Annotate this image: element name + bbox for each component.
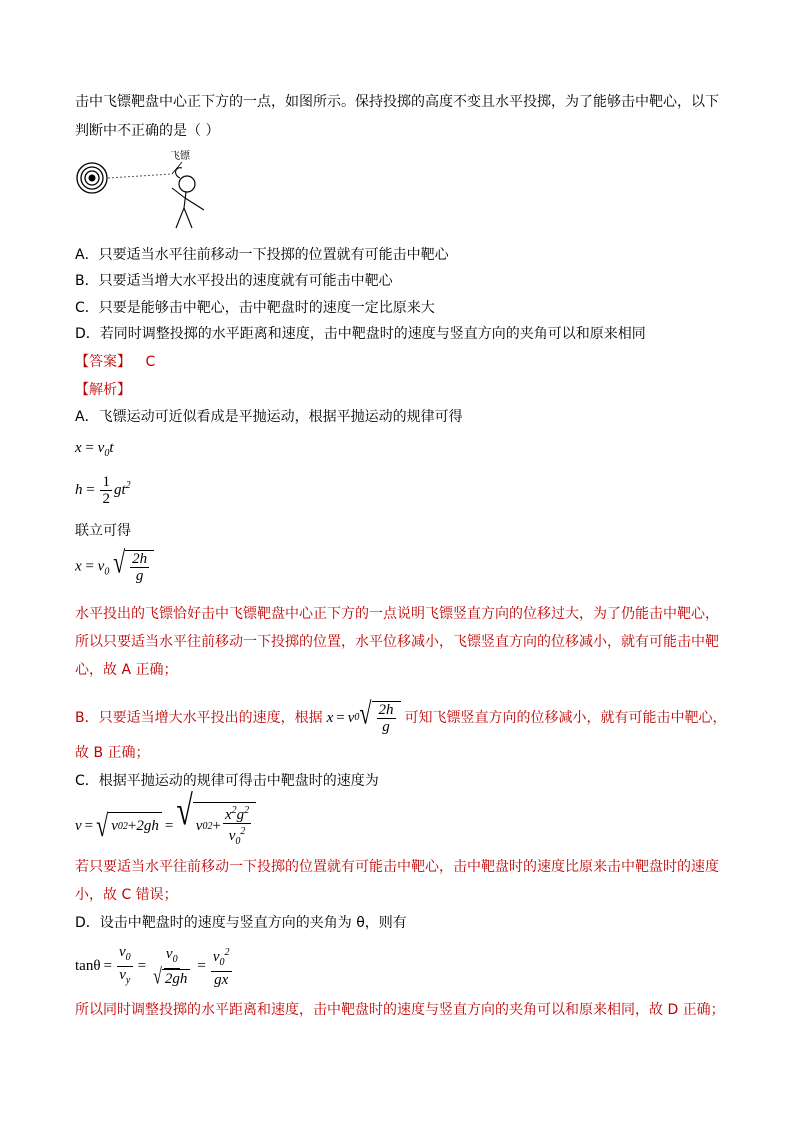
answer-line (75, 352, 155, 372)
formula-b-inline: x = v 0 √ $\frac{2h}{g}$ (327, 701, 401, 735)
formula-v: v = √ v 0 2 + 2gh = √ v 0 2 + $\frac{x^2g^2}{v_0^2}$ (75, 802, 256, 850)
analysis-c-p2: 小，故 C 错误； (75, 887, 178, 903)
option-b: B．只要适当增大水平投出的速度就有可能击中靶心 (75, 273, 393, 289)
analysis-d-intro: D．设击中靶盘时的速度与竖直方向的夹角为 θ，则有 (75, 915, 407, 931)
analysis-combine: 联立可得 (75, 523, 131, 539)
formula-tan: tanθ = $\frac{v_0}{v_y}$ = $v_0$ √ 2gh = $\frac{v_0^2}{gx}$ (75, 944, 230, 990)
analysis-a-p3: 心，故 A 正确； (75, 662, 178, 678)
option-c: C．只要是能够击中靶心，击中靶盘时的速度一定比原来大 (75, 300, 435, 316)
analysis-b-end: 故 B 正确； (75, 745, 150, 761)
answer-value: C (145, 354, 156, 370)
option-d: D．若同时调整投掷的水平距离和速度，击中靶盘时的速度与竖直方向的夹角可以和原来相同 (75, 326, 646, 342)
analysis-a-p1: 水平投出的飞镖恰好击中飞镖靶盘中心正下方的一点说明飞镖竖直方向的位移过大，为了仍能击中靶心， (75, 606, 719, 622)
analysis-label: 【解析】 (75, 382, 131, 398)
analysis-a-p2: 所以只要适当水平往前移动一下投掷的位置，水平位移减小，飞镖竖直方向的位移减小，就有可能击中靶 (75, 634, 719, 650)
analysis-c-p1: 若只要适当水平往前移动一下投掷的位置就有可能击中靶心，击中靶盘时的速度比原来击中靶盘时的速度 (75, 859, 719, 875)
analysis-d-end: 所以同时调整投掷的水平距离和速度，击中靶盘时的速度与竖直方向的夹角可以和原来相同，故 D 正确； (75, 1002, 725, 1018)
question-line-2: 判断中不正确的是（ ） (75, 123, 220, 139)
option-a: A．只要适当水平往前移动一下投掷的位置就有可能击中靶心 (75, 247, 449, 263)
analysis-b-pre: B．只要适当增大水平投出的速度，根据 (75, 710, 323, 726)
analysis-b-post: 可知飞镖竖直方向的位移减小，就有可能击中靶心， (404, 710, 727, 726)
formula-h-half-gt2: h = $\frac{1}{2}$ $gt^2$ (75, 474, 131, 507)
formula-x-v0t: $x = v_0t$ (75, 440, 114, 459)
dart-figure-drawing (72, 148, 222, 238)
question-line-1: 击中飞镖靶盘中心正下方的一点，如图所示。保持投掷的高度不变且水平投掷，为了能够击中靶心，以下 (75, 94, 719, 110)
analysis-a-intro: A．飞镖运动可近似看成是平抛运动，根据平抛运动的规律可得 (75, 409, 463, 425)
formula-x-sqrt: $x = v_0$ √ $\frac{2h}{g}$ (75, 550, 154, 584)
analysis-c-intro: C．根据平抛运动的规律可得击中靶盘时的速度为 (75, 773, 379, 789)
figure-label: 飞镖 (170, 151, 190, 162)
dart-figure (72, 148, 222, 242)
answer-label: 【答案】 (75, 354, 131, 370)
analysis-b-line (75, 695, 727, 735)
